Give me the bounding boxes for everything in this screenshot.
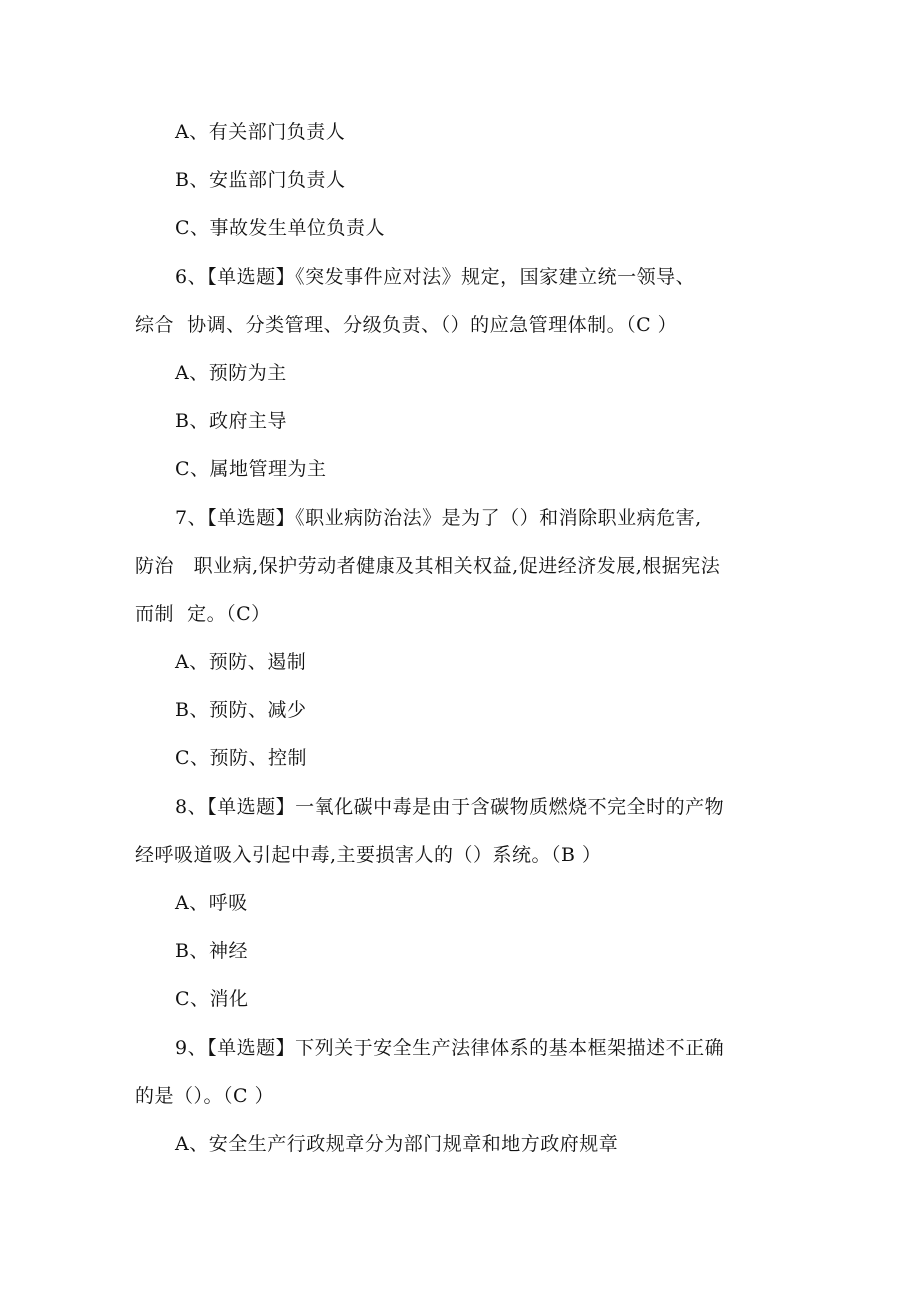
- option-6c: C、属地管理为主: [175, 458, 327, 480]
- option-9a: A、安全生产行政规章分为部门规章和地方政府规章: [175, 1133, 619, 1155]
- question-7-line-2: 防治 职业病,保护劳动者健康及其相关权益,促进经济发展,根据宪法: [135, 555, 721, 577]
- option-6b: B、政府主导: [175, 410, 287, 432]
- question-8-line-1: 8、【单选题】一氧化碳中毒是由于含碳物质燃烧不完全时的产物: [175, 796, 725, 818]
- question-9-line-1: 9、【单选题】下列关于安全生产法律体系的基本框架描述不正确: [175, 1037, 725, 1059]
- option-8b: B、神经: [175, 940, 248, 962]
- option-8c: C、消化: [175, 988, 249, 1010]
- question-6-line-2: 综合 协调、分类管理、分级负责、（）的应急管理体制。（C ）: [135, 314, 678, 336]
- question-8-line-2: 经呼吸道吸入引起中毒,主要损害人的（）系统。（B ）: [135, 844, 602, 866]
- option-6a: A、预防为主: [175, 362, 287, 384]
- question-6-line-1: 6、【单选题】《突发事件应对法》规定，国家建立统一领导、: [175, 266, 696, 288]
- option-5b: B、安监部门负责人: [175, 169, 346, 191]
- option-7b: B、预防、减少: [175, 699, 307, 721]
- option-5c: C、事故发生单位负责人: [175, 217, 386, 239]
- option-8a: A、呼吸: [175, 892, 248, 914]
- question-7-line-3: 而制 定。（C）: [135, 603, 271, 625]
- question-9-line-2: 的是（）。（C ）: [135, 1085, 275, 1107]
- option-7a: A、预防、遏制: [175, 651, 307, 673]
- question-7-line-1: 7、【单选题】《职业病防治法》是为了（）和消除职业病危害,: [175, 507, 702, 529]
- option-5a: A、有关部门负责人: [175, 121, 346, 143]
- option-7c: C、预防、控制: [175, 747, 308, 769]
